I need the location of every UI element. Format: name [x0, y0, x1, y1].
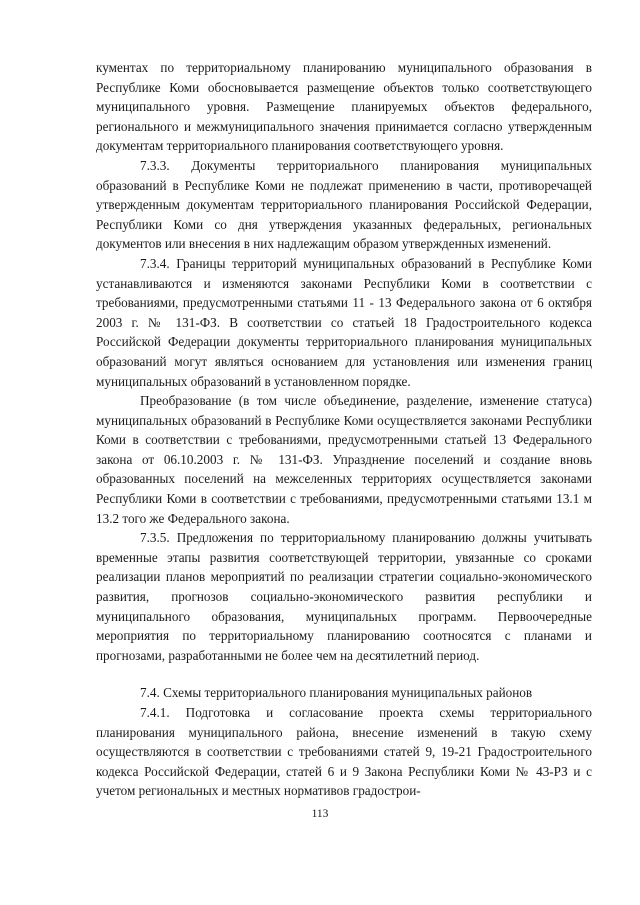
- paragraph-7-3-5: 7.3.5. Предложения по территориальному планированию должны учитывать временные этапы развития соответствующей территории, увязанные со сроками реализации планов мероприятий по реализации стратегии социально-экономического развития, прогнозов социально-экономического развития республики и муниципального образования, муниципальных программ. Первоочередные мероприятия по территориальному планированию соотносятся с планами и прогнозами, разработанными не более чем на десятилетний период.: [96, 530, 592, 663]
- section-heading-7-4: 7.4. Схемы территориального планирования муниципальных районов: [140, 685, 533, 701]
- document-page: [96, 58, 592, 801]
- paragraph-7-3-4: 7.3.4. Границы территорий муниципальных образований в Республике Коми устанавливаются и изменяются законами Республики Коми в соответствии с требованиями, предусмотренными статьями 11 - 13 Федерального закона от 6 октября 2003 г. № 131-ФЗ. В соответствии со статьей 18 Градостроительного кодекса Российской Федерации документы территориального планирования муниципальных образований могут являться основанием для установления или изменения границ муниципальных образований в установленном порядке.: [96, 255, 592, 389]
- page-number: 113: [311, 808, 329, 820]
- paragraph-continuation: кументах по территориальному планированию муниципального образования в Республике Коми обосновывается размещение объектов только соответствующего муниципального уровня. Размещение планируемых объектов федерального, регионального и межмуниципального значения принимается согласно утвержденным документам территориального планирования соответствующего уровня.: [96, 60, 592, 154]
- paragraph-7-3-3: 7.3.3. Документы территориального планирования муниципальных образований в Республике Коми не подлежат применению в части, противоречащей утвержденным документам территориального планирования Российской Федерации, Республики Коми со дня утверждения указанных федеральных, региональных документов или внесения в них надлежащим образом утвержденных изменений.: [96, 157, 592, 252]
- paragraph-transformation: Преобразование (в том числе объединение, разделение, изменение статуса) муниципальных образований в Республике Коми осуществляется законами Республики Коми в соответствии с требованиями, предусмотренными статьей 13 Федерального закона от 06.10.2003 г. № 131-ФЗ. Упразднение поселений и создание вновь образованных поселений на межселенных территориях осуществляется законами Республики Коми в соответствии с требованиями, предусмотренными статьями 13.1 м 13.2 того же Федерального закона.: [96, 393, 592, 526]
- paragraph-7-4-1: 7.4.1. Подготовка и согласование проекта схемы территориального планирования муниципального района, внесение изменений в такую схему осуществляются в соответствии с требованиями статей 9, 19-21 Градостроительного кодекса Российской Федерации, статей 6 и 9 Закона Республики Коми № 43-РЗ и с учетом региональных и местных нормативов градострои-: [96, 705, 592, 799]
